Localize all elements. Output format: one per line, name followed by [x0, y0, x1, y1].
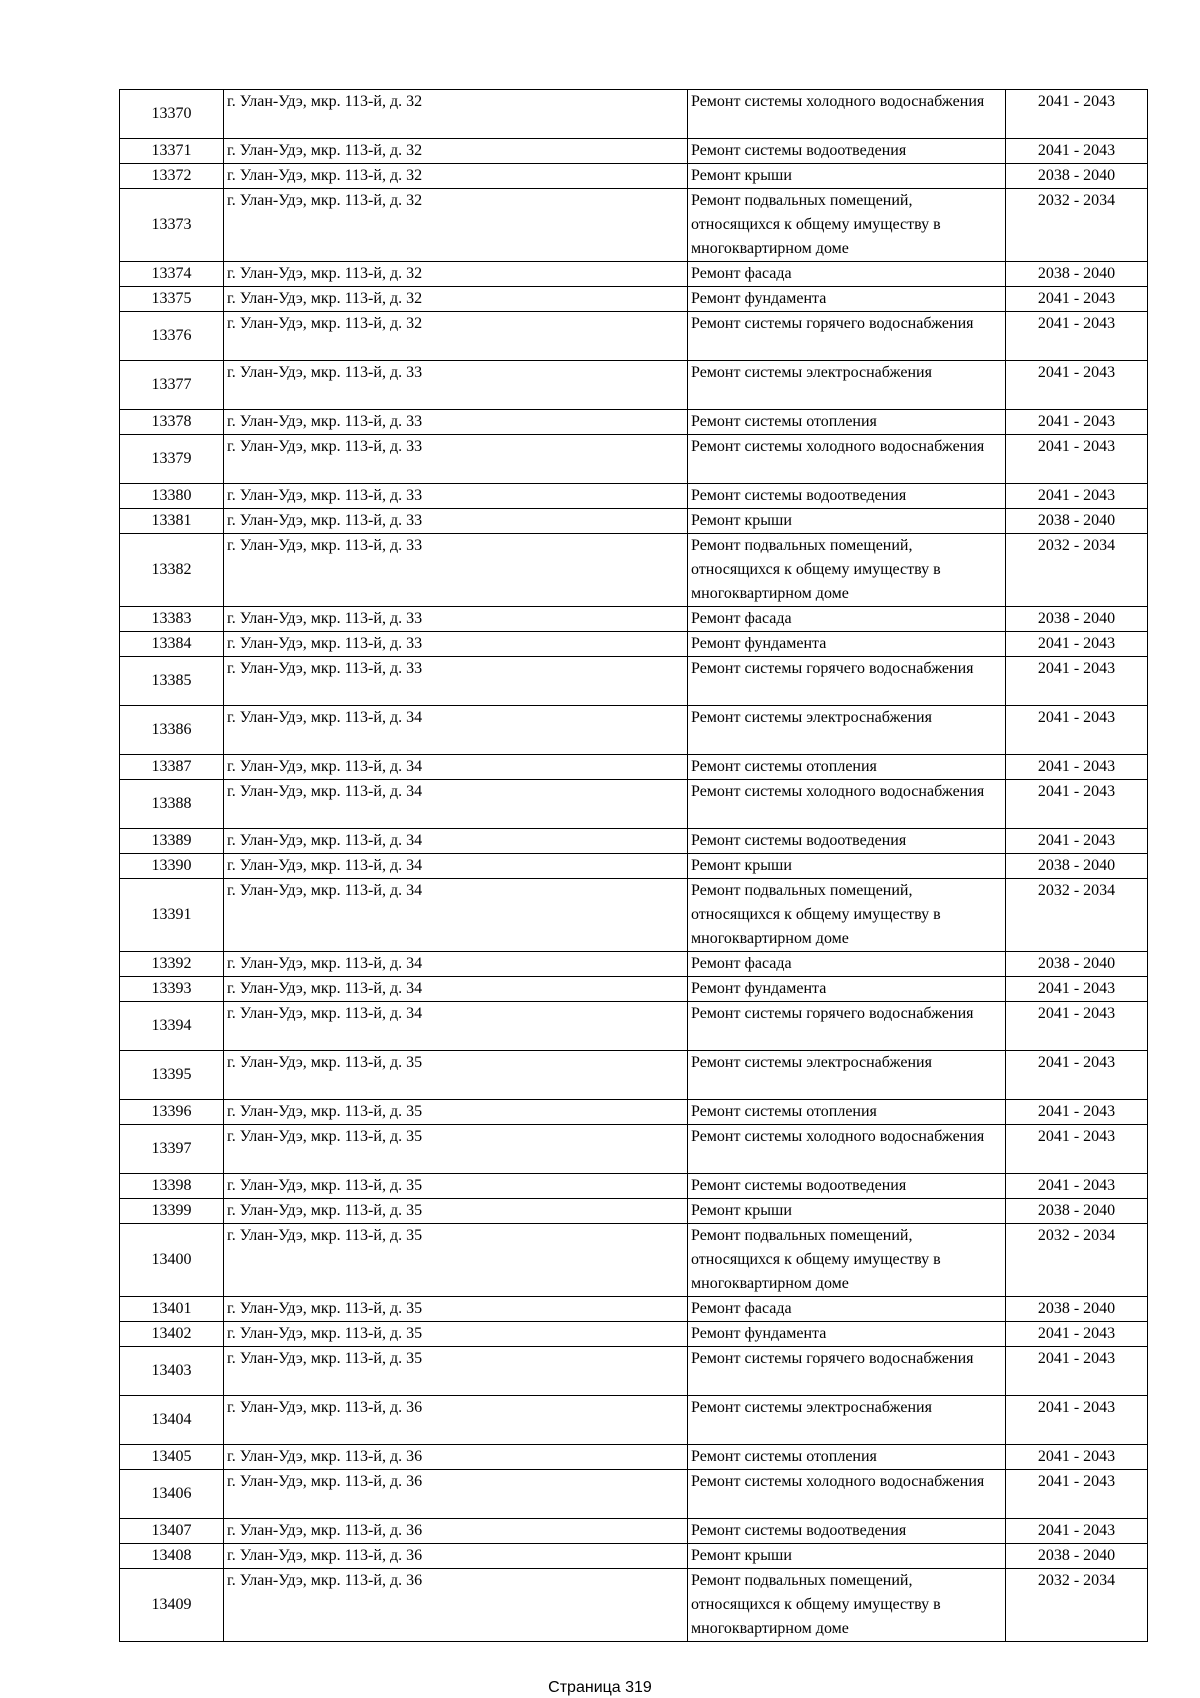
table-row: [120, 1224, 1148, 1297]
row-work-type: Ремонт системы электроснабжения: [688, 361, 1006, 410]
row-period: 2032 - 2034: [1006, 1224, 1148, 1297]
row-number: 13372: [120, 164, 224, 189]
row-number: 13406: [120, 1470, 224, 1519]
row-period: 2041 - 2043: [1006, 1445, 1148, 1470]
row-work-type: Ремонт системы холодного водоснабжения: [688, 435, 1006, 484]
row-number: 13408: [120, 1544, 224, 1569]
row-period: 2041 - 2043: [1006, 1125, 1148, 1174]
row-address: г. Улан-Удэ, мкр. 113-й, д. 33: [224, 509, 688, 534]
row-address: г. Улан-Удэ, мкр. 113-й, д. 35: [224, 1100, 688, 1125]
row-work-type: Ремонт системы электроснабжения: [688, 1396, 1006, 1445]
row-address: г. Улан-Удэ, мкр. 113-й, д. 33: [224, 484, 688, 509]
row-address: г. Улан-Удэ, мкр. 113-й, д. 36: [224, 1519, 688, 1544]
table-row: [120, 435, 1148, 484]
row-number: 13382: [120, 534, 224, 607]
row-period: 2041 - 2043: [1006, 1470, 1148, 1519]
row-work-type: Ремонт системы отопления: [688, 1445, 1006, 1470]
row-address: г. Улан-Удэ, мкр. 113-й, д. 34: [224, 706, 688, 755]
row-period: 2041 - 2043: [1006, 312, 1148, 361]
row-number: 13396: [120, 1100, 224, 1125]
row-number: 13385: [120, 657, 224, 706]
row-work-type: Ремонт крыши: [688, 509, 1006, 534]
row-period: 2041 - 2043: [1006, 484, 1148, 509]
row-number: 13403: [120, 1347, 224, 1396]
row-period: 2041 - 2043: [1006, 90, 1148, 139]
row-number: 13395: [120, 1051, 224, 1100]
row-period: 2038 - 2040: [1006, 607, 1148, 632]
row-address: г. Улан-Удэ, мкр. 113-й, д. 32: [224, 287, 688, 312]
row-address: г. Улан-Удэ, мкр. 113-й, д. 36: [224, 1396, 688, 1445]
row-address: г. Улан-Удэ, мкр. 113-й, д. 32: [224, 164, 688, 189]
row-period: 2041 - 2043: [1006, 1396, 1148, 1445]
table-row: [120, 632, 1148, 657]
row-work-type: Ремонт системы электроснабжения: [688, 706, 1006, 755]
row-address: г. Улан-Удэ, мкр. 113-й, д. 35: [224, 1199, 688, 1224]
row-number: 13388: [120, 780, 224, 829]
row-work-type: Ремонт крыши: [688, 854, 1006, 879]
row-number: 13379: [120, 435, 224, 484]
row-period: 2041 - 2043: [1006, 1322, 1148, 1347]
table-row: [120, 90, 1148, 139]
row-work-type: Ремонт системы горячего водоснабжения: [688, 657, 1006, 706]
row-period: 2041 - 2043: [1006, 1002, 1148, 1051]
row-address: г. Улан-Удэ, мкр. 113-й, д. 35: [224, 1125, 688, 1174]
row-work-type: Ремонт системы водоотведения: [688, 1174, 1006, 1199]
row-work-type: Ремонт подвальных помещений, относящихся к общему имуществу в многоквартирном доме: [688, 534, 1006, 607]
row-work-type: Ремонт системы водоотведения: [688, 139, 1006, 164]
row-number: 13393: [120, 977, 224, 1002]
row-number: 13392: [120, 952, 224, 977]
row-work-type: Ремонт фасада: [688, 607, 1006, 632]
row-number: 13409: [120, 1569, 224, 1642]
row-address: г. Улан-Удэ, мкр. 113-й, д. 34: [224, 879, 688, 952]
row-address: г. Улан-Удэ, мкр. 113-й, д. 35: [224, 1224, 688, 1297]
row-work-type: Ремонт системы холодного водоснабжения: [688, 780, 1006, 829]
row-period: 2041 - 2043: [1006, 1519, 1148, 1544]
row-work-type: Ремонт системы холодного водоснабжения: [688, 90, 1006, 139]
row-number: 13383: [120, 607, 224, 632]
row-period: 2038 - 2040: [1006, 952, 1148, 977]
table-row: [120, 484, 1148, 509]
row-address: г. Улан-Удэ, мкр. 113-й, д. 35: [224, 1297, 688, 1322]
row-address: г. Улан-Удэ, мкр. 113-й, д. 34: [224, 780, 688, 829]
row-work-type: Ремонт системы отопления: [688, 1100, 1006, 1125]
row-address: г. Улан-Удэ, мкр. 113-й, д. 36: [224, 1569, 688, 1642]
row-period: 2041 - 2043: [1006, 755, 1148, 780]
row-work-type: Ремонт крыши: [688, 164, 1006, 189]
row-address: г. Улан-Удэ, мкр. 113-й, д. 35: [224, 1347, 688, 1396]
table-row: [120, 1396, 1148, 1445]
row-period: 2041 - 2043: [1006, 1051, 1148, 1100]
row-number: 13374: [120, 262, 224, 287]
row-period: 2041 - 2043: [1006, 139, 1148, 164]
row-address: г. Улан-Удэ, мкр. 113-й, д. 33: [224, 534, 688, 607]
row-number: 13402: [120, 1322, 224, 1347]
row-work-type: Ремонт фундамента: [688, 287, 1006, 312]
row-work-type: Ремонт фундамента: [688, 632, 1006, 657]
row-work-type: Ремонт системы водоотведения: [688, 829, 1006, 854]
row-period: 2038 - 2040: [1006, 1544, 1148, 1569]
row-address: г. Улан-Удэ, мкр. 113-й, д. 33: [224, 657, 688, 706]
row-address: г. Улан-Удэ, мкр. 113-й, д. 33: [224, 632, 688, 657]
row-number: 13375: [120, 287, 224, 312]
row-number: 13407: [120, 1519, 224, 1544]
row-work-type: Ремонт фасада: [688, 262, 1006, 287]
row-address: г. Улан-Удэ, мкр. 113-й, д. 34: [224, 1002, 688, 1051]
row-work-type: Ремонт системы холодного водоснабжения: [688, 1470, 1006, 1519]
row-address: г. Улан-Удэ, мкр. 113-й, д. 32: [224, 139, 688, 164]
row-number: 13397: [120, 1125, 224, 1174]
row-number: 13373: [120, 189, 224, 262]
row-period: 2041 - 2043: [1006, 361, 1148, 410]
table-row: [120, 755, 1148, 780]
table-row: [120, 1051, 1148, 1100]
row-work-type: Ремонт системы отопления: [688, 755, 1006, 780]
table-row: [120, 189, 1148, 262]
row-work-type: Ремонт системы водоотведения: [688, 484, 1006, 509]
table-row: [120, 854, 1148, 879]
table-row: [120, 1445, 1148, 1470]
row-period: 2041 - 2043: [1006, 1100, 1148, 1125]
table-row: [120, 1544, 1148, 1569]
row-number: 13394: [120, 1002, 224, 1051]
row-number: 13384: [120, 632, 224, 657]
table-row: [120, 1100, 1148, 1125]
row-number: 13390: [120, 854, 224, 879]
row-period: 2041 - 2043: [1006, 1347, 1148, 1396]
table-row: [120, 879, 1148, 952]
table-row: [120, 977, 1148, 1002]
row-address: г. Улан-Удэ, мкр. 113-й, д. 34: [224, 952, 688, 977]
table-body: [120, 90, 1148, 1642]
row-number: 13389: [120, 829, 224, 854]
row-number: 13391: [120, 879, 224, 952]
row-address: г. Улан-Удэ, мкр. 113-й, д. 34: [224, 854, 688, 879]
table-row: [120, 607, 1148, 632]
row-number: 13398: [120, 1174, 224, 1199]
table-row: [120, 410, 1148, 435]
table-row: [120, 1174, 1148, 1199]
row-work-type: Ремонт фасада: [688, 952, 1006, 977]
page-number: Страница 319: [548, 1679, 652, 1696]
row-work-type: Ремонт подвальных помещений, относящихся к общему имуществу в многоквартирном доме: [688, 879, 1006, 952]
row-address: г. Улан-Удэ, мкр. 113-й, д. 36: [224, 1445, 688, 1470]
row-number: 13381: [120, 509, 224, 534]
table-row: [120, 262, 1148, 287]
row-address: г. Улан-Удэ, мкр. 113-й, д. 35: [224, 1051, 688, 1100]
row-number: 13378: [120, 410, 224, 435]
row-work-type: Ремонт фундамента: [688, 977, 1006, 1002]
row-period: 2032 - 2034: [1006, 1569, 1148, 1642]
row-address: г. Улан-Удэ, мкр. 113-й, д. 35: [224, 1174, 688, 1199]
row-address: г. Улан-Удэ, мкр. 113-й, д. 34: [224, 755, 688, 780]
table-row: [120, 1002, 1148, 1051]
table-row: [120, 1470, 1148, 1519]
row-address: г. Улан-Удэ, мкр. 113-й, д. 33: [224, 435, 688, 484]
table-row: [120, 657, 1148, 706]
repair-schedule-table: [119, 89, 1148, 1642]
row-period: 2041 - 2043: [1006, 780, 1148, 829]
row-period: 2038 - 2040: [1006, 164, 1148, 189]
row-number: 13380: [120, 484, 224, 509]
row-period: 2032 - 2034: [1006, 534, 1148, 607]
row-period: 2041 - 2043: [1006, 657, 1148, 706]
row-number: 13387: [120, 755, 224, 780]
row-period: 2038 - 2040: [1006, 509, 1148, 534]
row-work-type: Ремонт фасада: [688, 1297, 1006, 1322]
row-period: 2041 - 2043: [1006, 287, 1148, 312]
row-number: 13404: [120, 1396, 224, 1445]
row-work-type: Ремонт крыши: [688, 1544, 1006, 1569]
row-period: 2032 - 2034: [1006, 189, 1148, 262]
row-address: г. Улан-Удэ, мкр. 113-й, д. 36: [224, 1470, 688, 1519]
row-work-type: Ремонт системы отопления: [688, 410, 1006, 435]
row-address: г. Улан-Удэ, мкр. 113-й, д. 32: [224, 262, 688, 287]
row-address: г. Улан-Удэ, мкр. 113-й, д. 33: [224, 361, 688, 410]
row-work-type: Ремонт системы водоотведения: [688, 1519, 1006, 1544]
row-work-type: Ремонт крыши: [688, 1199, 1006, 1224]
row-number: 13400: [120, 1224, 224, 1297]
row-work-type: Ремонт подвальных помещений, относящихся к общему имуществу в многоквартирном доме: [688, 1224, 1006, 1297]
table-row: [120, 361, 1148, 410]
row-period: 2038 - 2040: [1006, 854, 1148, 879]
row-work-type: Ремонт системы горячего водоснабжения: [688, 312, 1006, 361]
row-number: 13405: [120, 1445, 224, 1470]
table-row: [120, 312, 1148, 361]
row-address: г. Улан-Удэ, мкр. 113-й, д. 34: [224, 977, 688, 1002]
row-number: 13386: [120, 706, 224, 755]
table-row: [120, 164, 1148, 189]
row-number: 13377: [120, 361, 224, 410]
row-work-type: Ремонт подвальных помещений, относящихся к общему имуществу в многоквартирном доме: [688, 189, 1006, 262]
table-row: [120, 829, 1148, 854]
row-period: 2032 - 2034: [1006, 879, 1148, 952]
row-work-type: Ремонт системы горячего водоснабжения: [688, 1002, 1006, 1051]
row-address: г. Улан-Удэ, мкр. 113-й, д. 34: [224, 829, 688, 854]
row-work-type: Ремонт фундамента: [688, 1322, 1006, 1347]
table-row: [120, 1519, 1148, 1544]
row-number: 13399: [120, 1199, 224, 1224]
table-row: [120, 1569, 1148, 1642]
table-row: [120, 706, 1148, 755]
table-row: [120, 780, 1148, 829]
table-row: [120, 1125, 1148, 1174]
row-number: 13370: [120, 90, 224, 139]
row-work-type: Ремонт системы электроснабжения: [688, 1051, 1006, 1100]
row-work-type: Ремонт системы горячего водоснабжения: [688, 1347, 1006, 1396]
row-period: 2041 - 2043: [1006, 977, 1148, 1002]
row-address: г. Улан-Удэ, мкр. 113-й, д. 33: [224, 410, 688, 435]
row-period: 2038 - 2040: [1006, 1297, 1148, 1322]
row-address: г. Улан-Удэ, мкр. 113-й, д. 32: [224, 312, 688, 361]
row-period: 2041 - 2043: [1006, 706, 1148, 755]
row-period: 2041 - 2043: [1006, 410, 1148, 435]
row-address: г. Улан-Удэ, мкр. 113-й, д. 32: [224, 189, 688, 262]
row-address: г. Улан-Удэ, мкр. 113-й, д. 36: [224, 1544, 688, 1569]
row-address: г. Улан-Удэ, мкр. 113-й, д. 32: [224, 90, 688, 139]
row-address: г. Улан-Удэ, мкр. 113-й, д. 33: [224, 607, 688, 632]
row-period: 2041 - 2043: [1006, 829, 1148, 854]
table-row: [120, 534, 1148, 607]
row-number: 13376: [120, 312, 224, 361]
row-period: 2038 - 2040: [1006, 262, 1148, 287]
table-row: [120, 1297, 1148, 1322]
row-period: 2041 - 2043: [1006, 1174, 1148, 1199]
table-row: [120, 1322, 1148, 1347]
table-row: [120, 952, 1148, 977]
row-work-type: Ремонт подвальных помещений, относящихся к общему имуществу в многоквартирном доме: [688, 1569, 1006, 1642]
table-row: [120, 139, 1148, 164]
table-row: [120, 1199, 1148, 1224]
row-work-type: Ремонт системы холодного водоснабжения: [688, 1125, 1006, 1174]
row-period: 2038 - 2040: [1006, 1199, 1148, 1224]
row-period: 2041 - 2043: [1006, 632, 1148, 657]
row-number: 13371: [120, 139, 224, 164]
table-row: [120, 1347, 1148, 1396]
table-row: [120, 287, 1148, 312]
table-row: [120, 509, 1148, 534]
row-address: г. Улан-Удэ, мкр. 113-й, д. 35: [224, 1322, 688, 1347]
row-number: 13401: [120, 1297, 224, 1322]
row-period: 2041 - 2043: [1006, 435, 1148, 484]
